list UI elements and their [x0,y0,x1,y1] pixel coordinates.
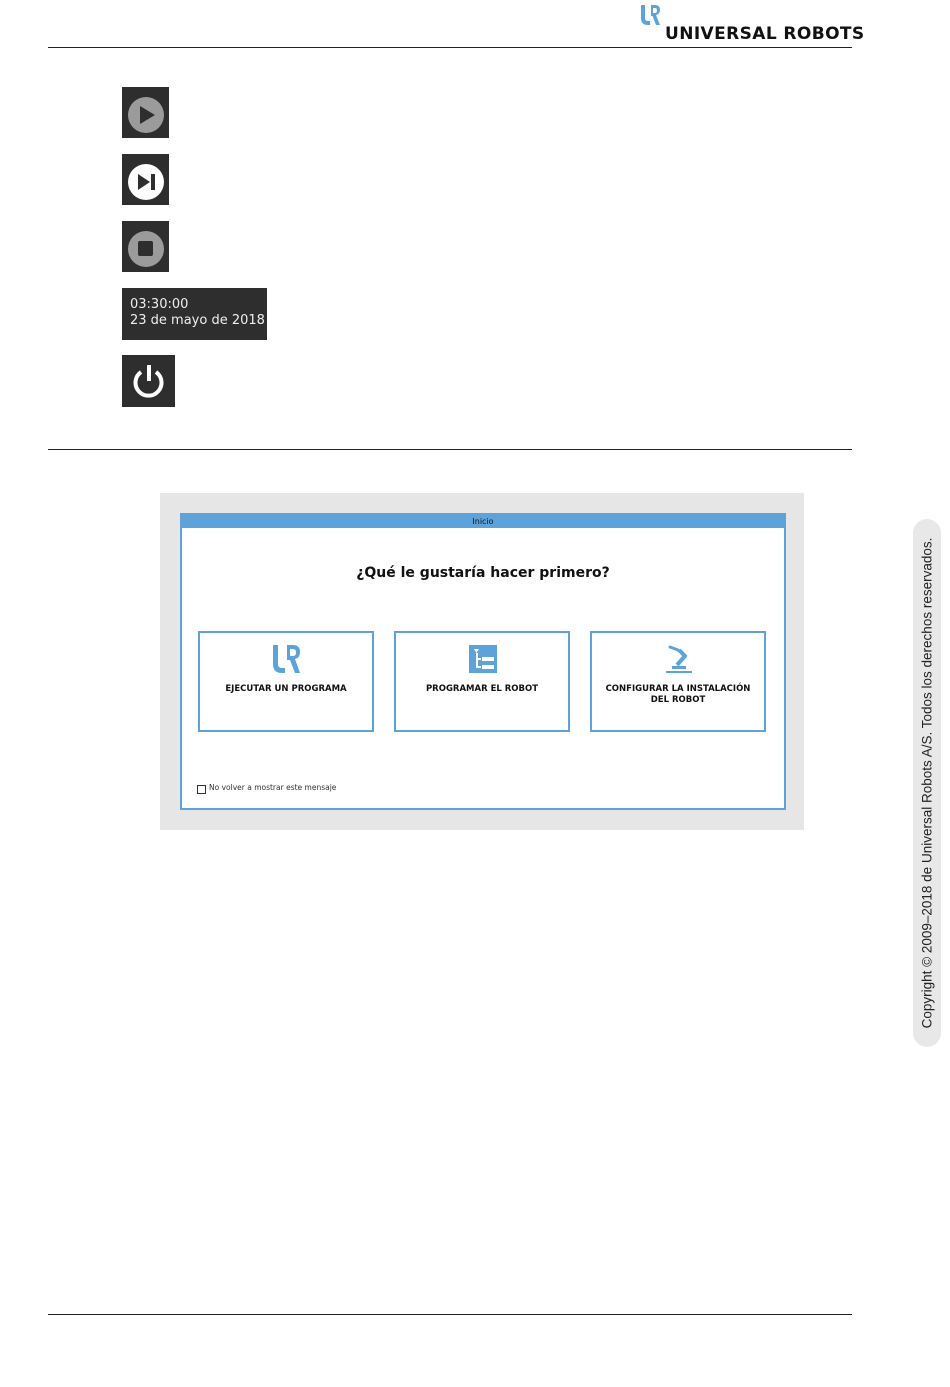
card-label: CONFIGURAR LA INSTALACIÓN DEL ROBOT [605,684,751,705]
welcome-dialog [180,513,786,810]
clock-display [122,288,267,340]
bottom-rule [48,1314,852,1315]
program-tree-icon [468,644,498,674]
power-button[interactable] [122,355,175,407]
dialog-question: ¿Qué le gustaría hacer primero? [356,565,610,581]
step-button[interactable] [122,154,169,205]
section-rule [48,449,852,450]
configure-installation-button[interactable] [590,631,766,732]
play-button[interactable] [122,87,169,138]
stop-button[interactable] [122,221,169,272]
step-icon [122,154,169,205]
dialog-title: Inicio [182,515,784,528]
ur-logo-icon [272,644,302,674]
clock-date: 23 de mayo de 2018 [130,313,265,328]
copyright-text: Copyright © 2009–2018 de Universal Robots A/S. Todos los derechos reservados. [919,537,935,1029]
ur-logo-icon [640,4,661,26]
brand-name: UNIVERSAL ROBOTS [665,24,865,44]
welcome-screenshot [160,493,804,830]
clock-time: 03:30:00 [130,297,189,312]
card-label: EJECUTAR UN PROGRAMA [225,684,347,694]
top-rule [48,47,852,48]
play-icon [122,87,169,138]
stop-icon [122,221,169,272]
card-label: PROGRAMAR EL ROBOT [425,684,539,694]
program-robot-button[interactable] [394,631,570,732]
brand-logo [640,4,865,44]
dont-show-label: No volver a mostrar este mensaje [209,783,337,792]
run-program-button[interactable] [198,631,374,732]
power-icon [122,355,175,407]
dont-show-checkbox[interactable] [197,785,206,794]
robot-arm-icon [664,644,694,674]
